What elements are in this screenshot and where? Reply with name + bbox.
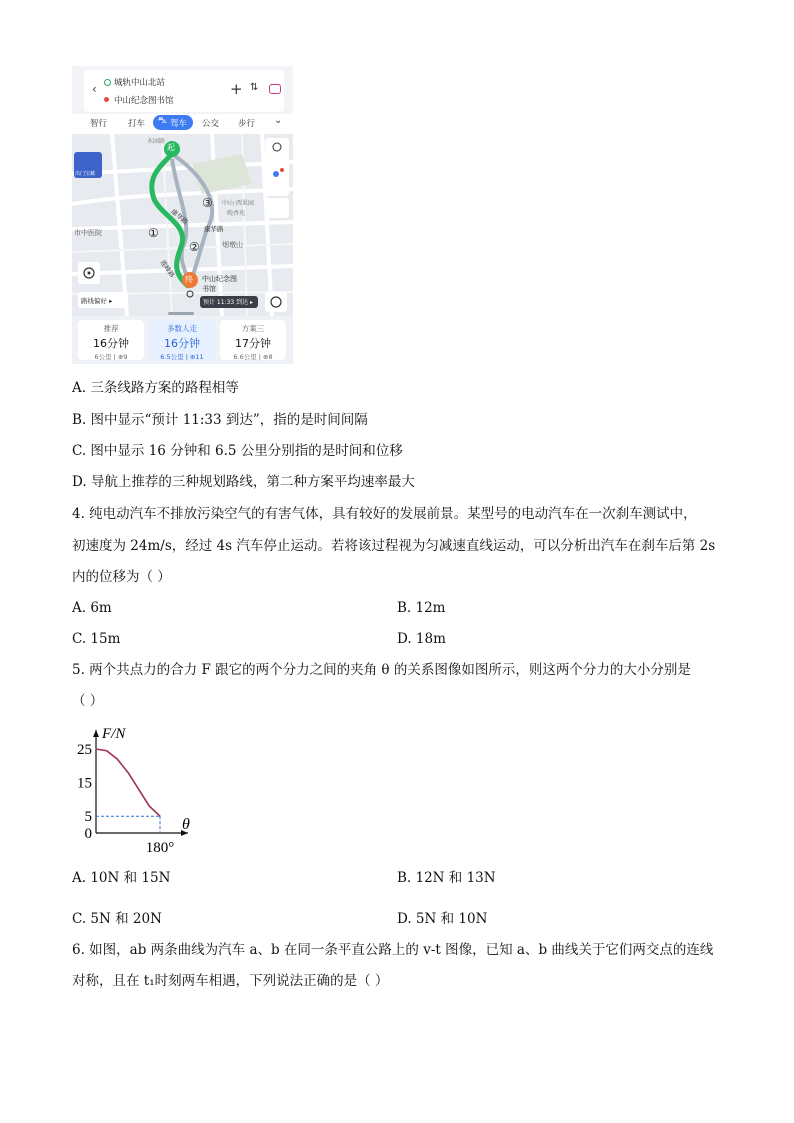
area-label-2: 烟墩山 [222, 241, 243, 249]
destination-label-2: 书馆 [202, 285, 216, 293]
route-option-meta: 6.6公里 | ⊕8 [233, 353, 273, 361]
end-pin-label: 终 [185, 275, 193, 284]
series-line [96, 749, 160, 816]
swap-icon[interactable]: ⇅ [250, 82, 259, 93]
route-option-tag: 推荐 [103, 324, 119, 333]
origin-text[interactable]: 城轨中山北站 [114, 78, 166, 88]
travel-badge-label: 出门宝藏 [75, 171, 96, 177]
area-label-1: 市中医院 [74, 229, 102, 237]
map-view[interactable] [72, 134, 293, 316]
travel-mode-tabs [72, 114, 293, 134]
data-point [127, 772, 128, 773]
more-icon[interactable] [269, 84, 281, 94]
route-option-meta: 6.5公里 | ⊕11 [160, 353, 204, 361]
data-point [117, 759, 118, 760]
q4-option-a: A. 6m [72, 600, 112, 616]
destination-dot-icon [104, 97, 109, 102]
route-option-time: 17分钟 [235, 337, 271, 350]
route-option-tag: 多数人走 [167, 324, 197, 333]
q4-option-d: D. 18m [397, 631, 446, 647]
data-point [95, 748, 96, 749]
tab-drive[interactable] [153, 115, 193, 130]
y-axis-label: F/N [102, 726, 126, 742]
y-tick-label: 25 [77, 742, 92, 758]
force-angle-chart [70, 720, 210, 860]
route-option-tag: 方案三 [241, 324, 265, 333]
q6-stem-line-1: 6. 如图，ab 两条曲线为汽车 a、b 在同一条平直公路上的 v-t 图像，已知 a、b 曲线关于它们两交点的连线 [72, 942, 714, 958]
y-tick-label: 5 [84, 809, 92, 826]
area-label-5: 木园路 [147, 138, 166, 145]
q4-option-c: C. 15m [72, 631, 121, 647]
q3-option-a: A. 三条线路方案的路程相等 [72, 380, 239, 396]
route-option-1[interactable] [78, 320, 144, 360]
destination-label-1: 中山纪念图 [202, 275, 237, 283]
origin-dot-icon [104, 79, 111, 86]
tab-bus[interactable]: 公交 [202, 119, 220, 129]
road-label-2: 康华路 [204, 225, 224, 233]
route-option-2[interactable] [149, 320, 215, 360]
route-option-meta: 6公里 | ⊕9 [94, 353, 128, 361]
traffic-icon [273, 171, 279, 177]
y-tick-label: 15 [77, 775, 92, 792]
q3-option-c: C. 图中显示 16 分钟和 6.5 公里分别指的是时间和位移 [72, 443, 403, 459]
x-axis-label: θ [182, 816, 190, 833]
route-option-time: 16分钟 [93, 337, 129, 350]
route-options [72, 316, 293, 364]
tab-taxi[interactable]: 打车 [128, 119, 146, 129]
route-marker-2: ② [189, 240, 200, 254]
start-pin-label: 起 [167, 143, 175, 152]
expand-tabs-icon[interactable]: ⌄ [274, 115, 283, 126]
navigation-screenshot [72, 66, 293, 364]
add-waypoint-icon[interactable]: + [230, 80, 243, 98]
x-tick-label: 180° [145, 840, 175, 856]
tab-drive-label: 驾车 [170, 119, 188, 129]
area-label-4: 晚香苑 [227, 210, 246, 217]
q5-stem-line-2: （ ） [72, 693, 104, 709]
q5-option-d: D. 5N 和 10N [397, 911, 488, 927]
back-arrow-icon[interactable]: ‹ [92, 82, 97, 96]
q4-stem-line-2: 初速度为 24m/s，经过 4s 汽车停止运动。若将该过程视为匀减速直线运动，可以分析出汽车在刹车后第 2s [72, 538, 716, 554]
q3-option-b: B. 图中显示“预计 11:33 到达”，指的是时间间隔 [72, 412, 368, 428]
route-preference-button[interactable]: 路线偏好 ▸ [81, 297, 113, 305]
tab-smart[interactable]: 智行 [90, 119, 108, 129]
road-label-1: 康华路 [169, 207, 190, 227]
tab-walk[interactable]: 步行 [238, 119, 256, 129]
route-marker-1: ① [148, 226, 159, 240]
q5-stem-line-1: 5. 两个共点力的合力 F 跟它的两个分力之间的夹角 θ 的关系图像如图所示，则这两个分力的大小分别是 [72, 662, 691, 678]
y-axis-arrow-icon [93, 730, 99, 737]
q5-option-b: B. 12N 和 13N [397, 870, 496, 886]
area-label-3: 中山·西果园 [222, 200, 254, 207]
eta-bubble[interactable]: 预计 11:33 到达 ▸ [203, 299, 254, 306]
data-point [149, 806, 150, 807]
q5-option-a: A. 10N 和 15N [72, 870, 171, 886]
y-tick-label: 0 [84, 826, 92, 842]
destination-text[interactable]: 中山纪念图书馆 [114, 96, 174, 106]
data-point [106, 750, 107, 751]
q4-stem-line-3: 内的位移为（ ） [72, 569, 171, 585]
q4-stem-line-1: 4. 纯电动汽车不排放污染空气的有害气体，具有较好的发展前景。某型号的电动汽车在一次刹车测试中， [72, 506, 697, 522]
q5-option-c: C. 5N 和 20N [72, 911, 162, 927]
route-marker-3: ③ [202, 196, 213, 210]
route-option-time: 16分钟 [164, 337, 200, 350]
q4-option-b: B. 12m [397, 600, 446, 616]
route-option-3[interactable] [220, 320, 286, 360]
q3-option-d: D. 导航上推荐的三种规划路线，第二种方案平均速率最大 [72, 474, 415, 490]
data-point [138, 789, 139, 790]
car-icon: ⛍ [158, 116, 167, 126]
q6-stem-line-2: 对称，且在 t₁时刻两车相遇，下列说法正确的是（ ） [72, 973, 389, 989]
route-input-box[interactable] [84, 70, 284, 112]
road-label-3: 莲峰路 [158, 258, 177, 280]
